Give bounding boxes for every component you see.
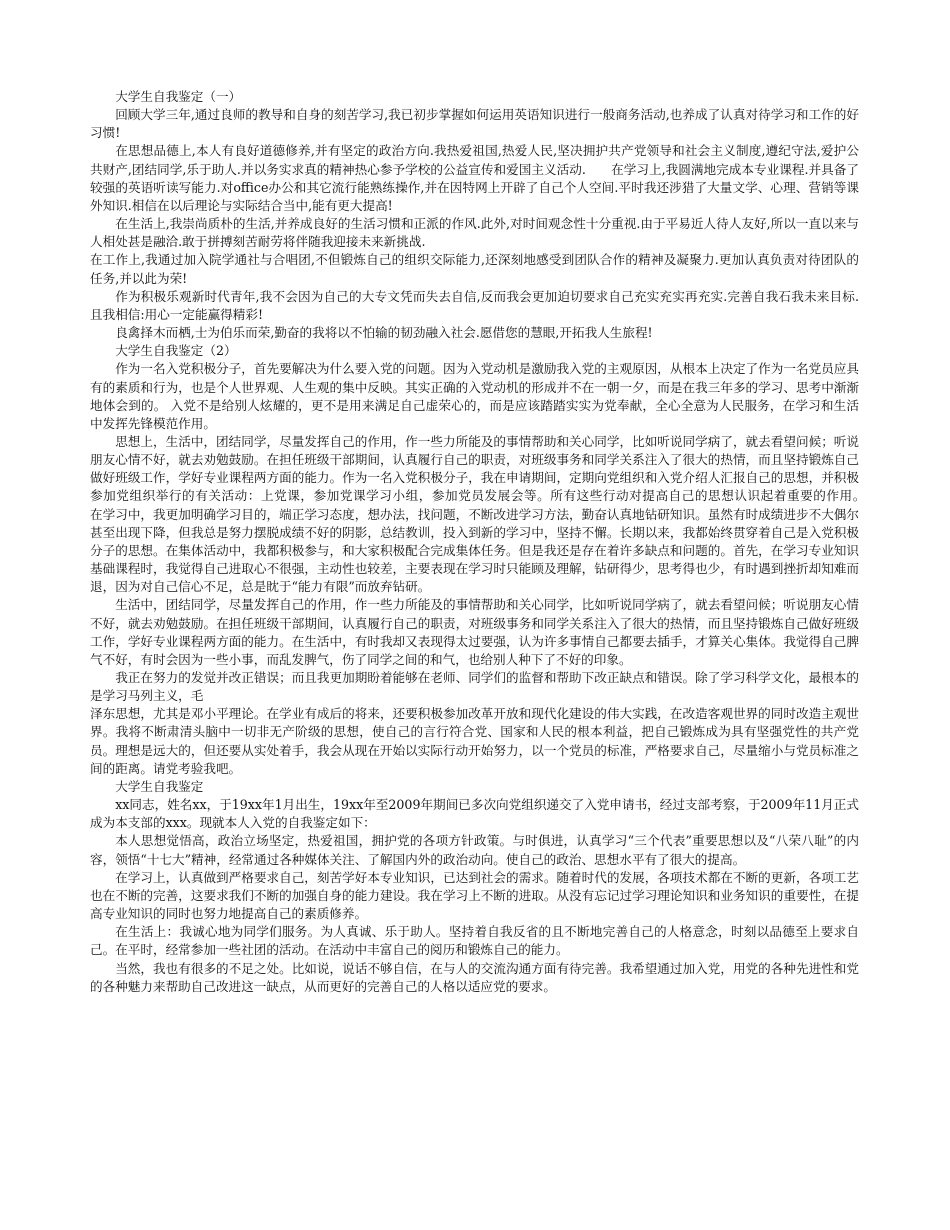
section-2-paragraph-3: 生活中，团结同学，尽量发挥自己的作用，作一些力所能及的事情帮助和关心同学，比如听说同学病了，就去看望问候；听说朋友心情不好，就去劝勉鼓励。在担任班级干部期间，认真履行自己的职责，对班级事务和同学关系注入了很大的热情，而且坚持锻炼自己做好班级工作，学好专业课程两方面的能力。在生活中，有时我却又表现得太过要强，认为许多事情自己都要去插手，才算关心集体。我觉得自己脾气不好，有时会因为一些小事，而乱发脾气，伤了同学之间的和气，也给别人种下了不好的印象。 — [90, 597, 859, 667]
section-2-continuation: 泽东思想，尤其是邓小平理论。在学业有成后的将来，还要积极参加改革开放和现代化建设的伟大实践，在改造客观世界的同时改造主观世界。我将不断肃清头脑中一切非无产阶级的思想，使自己的言行符合党、国家和人民的根本利益，把自己锻炼成为具有坚强党性的共产党员。理想是远大的，但还要从实处着手，我会从现在开始以实际行动开始努力，以一个党员的标准，严格要求自己，尽量缩小与党员标准之间的距离。请党考验我吧。 — [90, 706, 859, 776]
section-2-paragraph-2: 思想上，生活中，团结同学，尽量发挥自己的作用，作一些力所能及的事情帮助和关心同学，比如听说同学病了，就去看望问候；听说朋友心情不好，就去劝勉鼓励。在担任班级干部期间，认真履行自己的职责，对班级事务和同学关系注入了很大的热情，而且坚持锻炼自己做好班级工作，学好专业课程两方面的能力。作为一名入党积极分子，我在申请期间，定期向党组织和入党介绍人汇报自己的思想，并积极参加党组织举行的有关活动：上党课，参加党课学习小组，参加党员发展会等。所有这些行动对提高自己的思想认识起着重要的作用。 在学习中，我更加明确学习目的，端正学习态度，想办法，找问题，不断改进学习方法，勤奋认真地钻研知识。虽然有时成绩进步不大偶尔甚至出现下降，但我总是努力摆脱成绩不好的阴影，总结教训，投入到新的学习中，坚持不懈。长期以来，我都始终贯穿着自己是入党积极分子的思想。在集体活动中，我都积极参与，和大家积极配合完成集体任务。但是我还是存在着许多缺点和问题的。首先，在学习专业知识基础课程时，我觉得自己进取心不很强，主动性也较差，主要表现在学习时只能顾及理解，钻研得少，思考得也少，有时遇到挫折却知难而退，因为对自己信心不足，总是眈于“能力有限”而放弃钻研。 — [90, 433, 885, 595]
section-2-paragraph-1: 作为一名入党积极分子，首先要解决为什么要入党的问题。因为入党动机是激励我入党的主观原因，从根本上决定了作为一名党员应具有的素质和行为，也是个人世界观、人生观的集中反映。其实正确的入党动机的形成并不在一朝一夕，而是在我三年多的学习、思考中渐渐地体会到的。 入党不是给别人炫耀的，更不是用来满足自己虚荣心的，而是应该踏踏实实为党奉献，全心全意为人民服务，在学习和生活中发挥先锋模范作用。 — [90, 361, 859, 431]
section-1-work-paragraph: 在工作上,我通过加入院学通社与合唱团,不但锻炼自己的组织交际能力,还深刻地感受到团队合作的精神及凝聚力.更加认真负责对待团队的任务,并以此为荣! — [90, 252, 859, 286]
section-3-paragraph-1: xx同志，姓名xx，于19xx年1月出生，19xx年至2009年期间已多次向党组织递交了入党申请书，经过支部考察，于2009年11月正式成为本支部的xxx。现就本人入党的自我鉴定如下： — [90, 797, 859, 831]
section-3-paragraph-2: 本人思想觉悟高，政治立场坚定，热爱祖国，拥护党的各项方针政策。与时俱进，认真学习“三个代表”重要思想以及“八荣八耻”的内容，领悟“十七大”精神，经常通过各种媒体关注、了解国内外的政治动向。使自己的政治、思想水平有了很大的提高。 — [90, 833, 859, 867]
section-2-paragraph-4: 我正在努力的发觉并改正错误；而且我更加期盼着能够在老师、同学们的监督和帮助下改正缺点和错误。除了学习科学文化，最根本的是学习马列主义，毛 — [90, 670, 859, 704]
section-1-closing-1: 作为积极乐观新时代青年,我不会因为自己的大专文凭而失去自信,反而我会更加迫切要求自己充实充实再充实.完善自我石我未来目标.且我相信:用心一定能赢得精彩! — [90, 288, 859, 322]
section-3-title: 大学生自我鉴定 — [115, 778, 204, 794]
section-1-paragraph-3: 在生活上,我崇尚质朴的生活,并养成良好的生活习惯和正派的作风.此外,对时间观念性十分重视.由于平易近人待人友好,所以一直以来与人相处甚是融洽.敢于拼搏刻苦耐劳将伴随我迎接未来新挑战. — [90, 216, 859, 250]
section-1-title: 大学生自我鉴定（一） — [115, 89, 242, 104]
section-3-paragraph-3: 在学习上，认真做到严格要求自己，刻苦学好本专业知识，已达到社会的需求。随着时代的发展，各项技术都在不断的更新，各项工艺也在不断的完善，这要求我们不断的加强自身的能力建设。我在学习上不断的进取。从没有忘记过学习理论知识和业务知识的重要性，在提高专业知识的同时也努力地提高自己的素质修养。 — [90, 869, 859, 922]
section-2-title: 大学生自我鉴定（2） — [115, 343, 237, 359]
section-3-paragraph-4: 在生活上：我诚心地为同学们服务。为人真诚、乐于助人。坚持着自我反省的且不断地完善自己的人格意念，时刻以品德至上要求自己。在平时，经常参加一些社团的活动。在活动中丰富自己的阅历和锻炼自己的能力。 — [90, 924, 859, 958]
section-1-paragraph-2: 在思想品德上,本人有良好道德修养,并有坚定的政治方向.我热爱祖国,热爱人民,坚决拥护共产党领导和社会主义制度,遵纪守法,爱护公共财产,团结同学,乐于助人.并以务实求真的精神热心参予学校的公益宣传和爱国主义活动. 在学习上,我圆满地完成本专业课程.并具备了较强的英语听读写能力.对office办公和其它流行能熟练操作,并在因特网上开辟了自己个人空间.平时我还涉猎了大量文学、心理、营销等课外知识.相信在以后理论与实际结合当中,能有更大提高! — [90, 143, 859, 213]
section-3-paragraph-5: 当然，我也有很多的不足之处。比如说，说话不够自信，在与人的交流沟通方面有待完善。我希望通过加入党，用党的各种先进性和党的各种魅力来帮助自己改进这一缺点，从而更好的完善自己的人格以适应党的要求。 — [90, 960, 859, 994]
section-1-closing-2: 良禽择木而栖,士为伯乐而荣,勤奋的我将以不怕输的韧劲融入社会.愿借您的慧眼,开拓我人生旅程! — [115, 325, 653, 341]
section-1-paragraph-1: 回顾大学三年,通过良师的教导和自身的刻苦学习,我已初步掌握如何运用英语知识进行一般商务活动,也养成了认真对待学习和工作的好习惯! — [90, 107, 859, 141]
